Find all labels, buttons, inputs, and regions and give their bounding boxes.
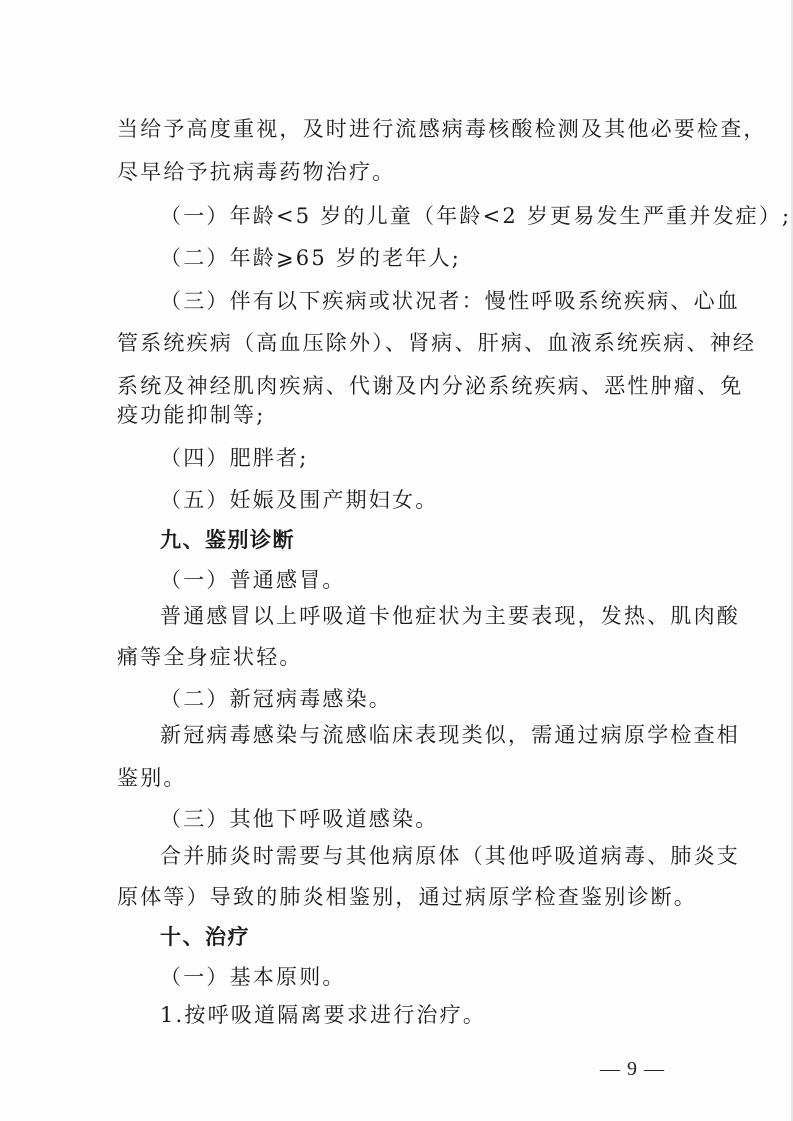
- section-heading: 九、鉴别诊断: [160, 528, 295, 552]
- paragraph-line: 管系统疾病（高血压除外）、肾病、肝病、血液系统疾病、神经: [117, 331, 757, 355]
- paragraph-line: 原体等）导致的肺炎相鉴别，通过病原学检查鉴别诊断。: [117, 885, 697, 909]
- list-item: （三）伴有以下疾病或状况者：慢性呼吸系统疾病、心血: [160, 289, 740, 313]
- list-item: （四）肥胖者;: [160, 446, 309, 470]
- paragraph-line: 疫功能抑制等;: [117, 403, 266, 427]
- subsection-heading: （二）新冠病毒感染。: [160, 687, 392, 711]
- paragraph-line: 普通感冒以上呼吸道卡他症状为主要表现，发热、肌肉酸: [160, 604, 740, 628]
- paragraph-line: 当给予高度重视，及时进行流感病毒核酸检测及其他必要检查，: [117, 117, 767, 141]
- paragraph-line: 系统及神经肌肉疾病、代谢及内分泌系统疾病、恶性肿瘤、免: [117, 374, 744, 398]
- list-item: （一）年龄<5 岁的儿童（年龄<2 岁更易发生严重并发症）;: [160, 204, 792, 228]
- subsection-heading: （一）基本原则。: [160, 965, 346, 989]
- paragraph-line: 尽早给予抗病毒药物治疗。: [117, 160, 396, 184]
- paragraph-line: 新冠病毒感染与流感临床表现类似，需通过病原学检查相: [160, 723, 740, 747]
- section-heading: 十、治疗: [160, 925, 250, 949]
- list-item: （五）妊娠及围产期妇女。: [160, 488, 439, 512]
- paragraph-line: 1.按呼吸道隔离要求进行治疗。: [160, 1003, 487, 1027]
- page-number: — 9 —: [600, 1058, 665, 1080]
- list-item: （二）年龄⩾65 岁的老年人;: [160, 246, 462, 270]
- subsection-heading: （一）普通感冒。: [160, 568, 346, 592]
- paragraph-line: 合并肺炎时需要与其他病原体（其他呼吸道病毒、肺炎支: [160, 844, 740, 868]
- paragraph-line: 痛等全身症状轻。: [117, 645, 303, 669]
- paragraph-line: 鉴别。: [117, 766, 187, 790]
- subsection-heading: （三）其他下呼吸道感染。: [160, 807, 439, 831]
